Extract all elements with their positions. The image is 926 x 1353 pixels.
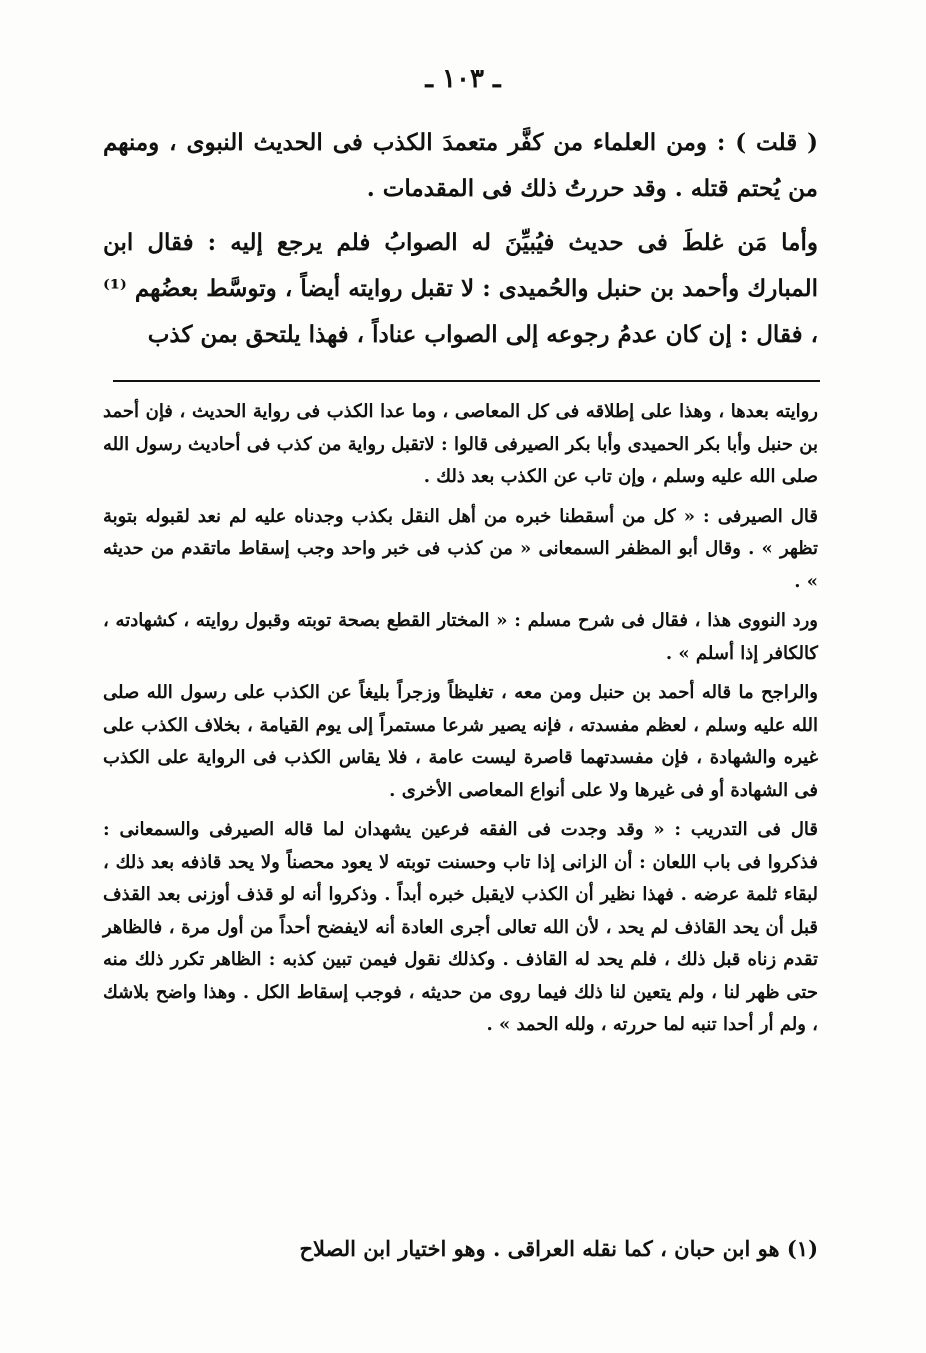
commentary-paragraph-4: والراجح ما قاله أحمد بن حنبل ومن معه ، تغليظاً وزجراً بليغاً عن الكذب على رسول الله صلى الله عليه وسلم ، لعظم مفسدته ، فإنه يصير شرعا مستمراً إلى يوم القيامة ، بخلاف الكذب على غيره والشهادة ، فإن مفسدتهما قاصرة ليست عامة ، فلا يقاس الكذب فى الرواية على الكذب فى الشهادة أو فى غيرها ولا على أنواع المعاصى الأخرى .	[103, 682, 818, 801]
commentary-paragraph-5: قال فى التدريب : « وقد وجدت فى الفقه فرعين يشهدان لما قاله الصيرفى والسمعانى : فذكروا فى باب اللعان : أن الزانى إذا تاب وحسنت توبته لا يعود محصناً ولا يحد قاذفه بعد ذلك ، لبقاء ثلمة عرضه . فهذا نظير أن الكذب لايقبل خبره أبداً . وذكروا أنه لو قذف أوزنى بعد القذف قبل أن يحد القاذف لم يحد ، لأن الله تعالى أجرى العادة أنه لايفضح أحداً من أول مرة ، فالظاهر تقدم زناه قبل ذلك ، فلم يحد له القاذف . وكذلك نقول فيمن تبين كذبه : الظاهر تكرر ذلك منه حتى ظهر لنا ، ولم يتعين لنا ذلك فيما روى من حديثه ، فوجب إسقاط الكل . وهذا واضح بلاشك ، ولم أر أحدا تنبه لما حررته ، ولله الحمد » .	[103, 819, 818, 1035]
commentary-paragraph-2: قال الصيرفى : « كل من أسقطنا خبره من أهل النقل بكذب وجدناه عليه لم نعد لقبوله بتوبة تظهر » . وقال أبو المظفر السمعانى « من كذب فى خبر واحد وجب إسقاط ماتقدم من حديثه » .	[103, 505, 818, 592]
footnote: (١) هو ابن حبان ، كما نقله العراقى . وهو اختيار ابن الصلاح	[299, 1236, 818, 1261]
page-number: ـ ١٠٣ ـ	[425, 64, 501, 94]
section-divider	[113, 380, 820, 382]
main-text	[103, 120, 818, 358]
commentary-text	[103, 396, 818, 1042]
main-paragraph-2: وأما مَن غلطَ فى حديث فيُبيِّنَ له الصوابُ فلم يرجع إليه : فقال ابن المبارك وأحمد بن حنبل والحُميدى : لا تقبل روايته أيضاً ، وتوسَّط بعضُهم ⁽¹⁾ ، فقال : إن كان عدمُ رجوعه إلى الصواب عناداً ، فهذا يلتحق بمن كذب	[103, 229, 818, 348]
main-paragraph-1: ( قلت ) : ومن العلماء من كفَّر متعمدَ الكذب فى الحديث النبوى ، ومنهم من يُحتم قتله . وقد حررتُ ذلك فى المقدمات .	[103, 129, 818, 202]
commentary-paragraph-1: روايته بعدها ، وهذا على إطلاقه فى كل المعاصى ، وما عدا الكذب فى رواية الحديث ، فإن أحمد بن حنبل وأبا بكر الحميدى وأبا بكر الصيرفى قالوا : لاتقبل رواية من كذب فى أحاديث رسول الله صلى الله عليه وسلم ، وإن تاب عن الكذب بعد ذلك .	[103, 401, 818, 487]
commentary-paragraph-3: ورد النووى هذا ، فقال فى شرح مسلم : « المختار القطع بصحة توبته وقبول روايته ، كشهادته ، كالكافر إذا أسلم » .	[103, 610, 818, 664]
